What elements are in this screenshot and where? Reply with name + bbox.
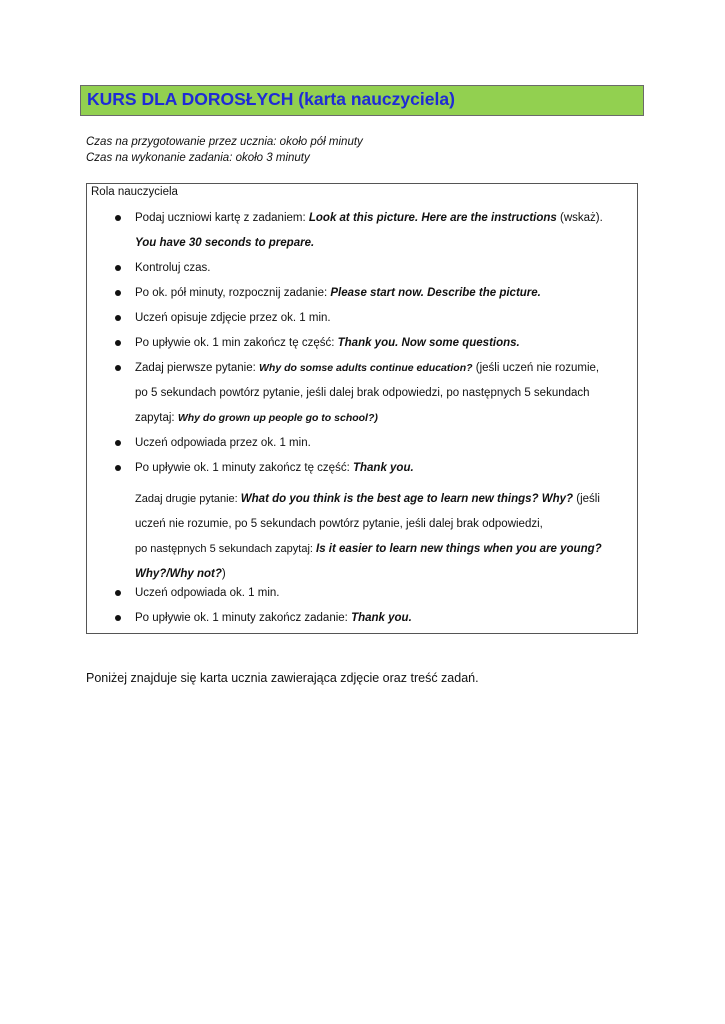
english-phrase: Why?/Why not?: [135, 568, 222, 580]
instruction-text: Uczeń opisuje zdjęcie przez ok. 1 min.: [135, 312, 331, 324]
instruction-text: (jeśli: [573, 493, 600, 505]
instruction-4: [135, 311, 331, 325]
instruction-text: po 5 sekundach powtórz pytanie, jeśli dalej brak odpowiedzi, po następnych 5 sekundach: [135, 387, 590, 399]
instruction-text: Uczeń odpowiada ok. 1 min.: [135, 587, 280, 599]
instruction-5: [135, 336, 520, 350]
bullet-icon: [115, 315, 121, 321]
instruction-text: Po upływie ok. 1 minuty zakończ zadanie:: [135, 612, 352, 624]
instruction-6-cont: [135, 386, 590, 400]
instruction-text: Kontroluj czas.: [135, 262, 211, 274]
bullet-icon: [115, 340, 121, 346]
bullet-icon: [115, 465, 121, 471]
second-question-cont2: [135, 542, 602, 556]
role-label: Rola nauczyciela: [91, 186, 178, 198]
english-phrase: You have 30 seconds to prepare.: [135, 237, 315, 249]
second-question: [135, 492, 600, 506]
instruction-text: po następnych 5 sekundach zapytaj:: [135, 543, 317, 555]
bullet-icon: [115, 265, 121, 271]
instruction-8: [135, 461, 414, 475]
bullet-icon: [115, 590, 121, 596]
english-phrase: What do you think is the best age to learn new things? Why?: [240, 493, 574, 505]
second-question-cont: [135, 517, 543, 531]
bullet-icon: [115, 365, 121, 371]
second-question-cont3: [135, 567, 226, 581]
instruction-text: Zadaj pierwsze pytanie:: [135, 362, 260, 374]
instruction-2: [135, 261, 210, 275]
instruction-text: zapytaj:: [135, 412, 178, 424]
instruction-10: [135, 611, 412, 625]
page-title: KURS DLA DOROSŁYCH (karta nauczyciela): [87, 89, 455, 109]
teacher-role-box: [86, 183, 638, 634]
english-phrase: Why do grown up people go to school?): [177, 412, 378, 424]
instruction-text: uczeń nie rozumie, po 5 sekundach powtórz pytanie, jeśli dalej brak odpowiedzi,: [135, 518, 543, 530]
instruction-text: Uczeń odpowiada przez ok. 1 min.: [135, 437, 311, 449]
instruction-6-cont2: [135, 411, 378, 425]
english-phrase: Is it easier to learn new things when you are young?: [316, 543, 602, 555]
prep-time: Czas na przygotowanie przez ucznia: około pół minuty: [86, 136, 363, 148]
instruction-9: [135, 586, 279, 600]
instruction-text: (wskaż).: [556, 212, 603, 224]
bullet-icon: [115, 215, 121, 221]
instruction-1-cont: [135, 236, 314, 250]
footer-note: Poniżej znajduje się karta ucznia zawierająca zdjęcie oraz treść zadań.: [86, 671, 479, 685]
instruction-1: [135, 211, 603, 225]
instruction-text: Zadaj drugie pytanie:: [135, 493, 241, 505]
english-phrase: Please start now. Describe the picture.: [330, 287, 541, 299]
instruction-text: Po ok. pół minuty, rozpocznij zadanie:: [135, 287, 331, 299]
english-phrase: Thank you.: [351, 612, 412, 624]
page-title-bar: [80, 85, 644, 116]
instruction-text: Podaj uczniowi kartę z zadaniem:: [135, 212, 309, 224]
english-phrase: Thank you.: [352, 462, 414, 474]
timing-info: [86, 134, 363, 166]
english-phrase: Thank you. Now some questions.: [337, 337, 520, 349]
instruction-text: (jeśli uczeń nie rozumie,: [472, 362, 600, 374]
instruction-text: Po upływie ok. 1 min zakończ tę część:: [135, 337, 338, 349]
instruction-6: [135, 361, 599, 375]
instruction-3: [135, 286, 541, 300]
instruction-text: Po upływie ok. 1 minuty zakończ tę część:: [135, 462, 353, 474]
bullet-icon: [115, 615, 121, 621]
bullet-icon: [115, 440, 121, 446]
instruction-text: ): [221, 568, 226, 580]
bullet-icon: [115, 290, 121, 296]
english-phrase: Why do somse adults continue education?: [259, 362, 473, 374]
english-phrase: Look at this picture. Here are the instructions: [308, 212, 557, 224]
instruction-7: [135, 436, 311, 450]
task-time: Czas na wykonanie zadania: około 3 minuty: [86, 152, 310, 164]
